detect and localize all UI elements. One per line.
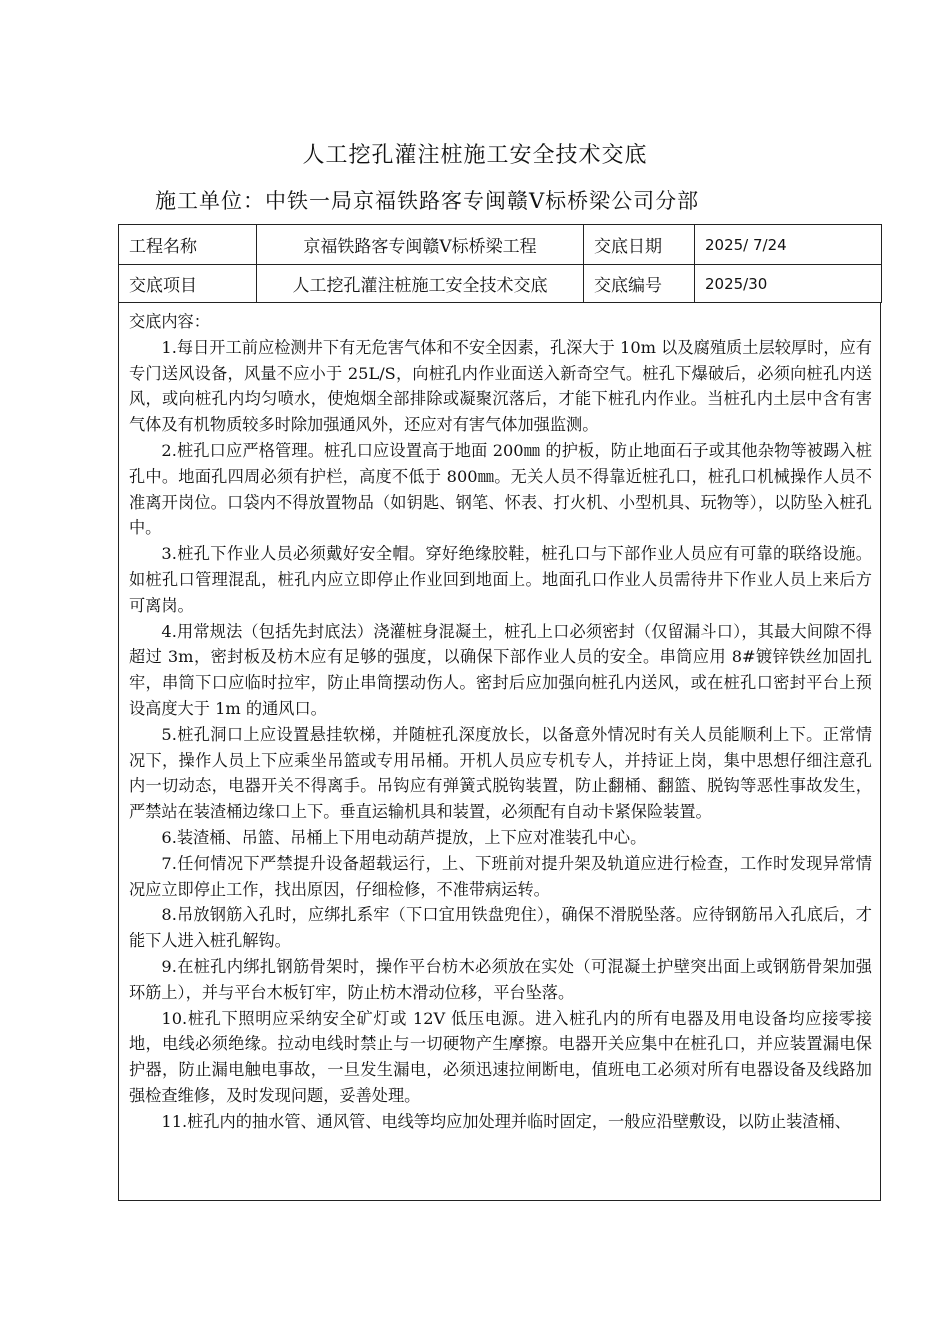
- date-label: 交底日期: [584, 225, 695, 265]
- info-table: [118, 224, 882, 303]
- project-name-label: 工程名称: [119, 225, 257, 265]
- content-paragraph: 5.桩孔洞口上应设置悬挂软梯，并随桩孔深度放长，以备意外情况时有关人员能顺利上下。正常情况下，操作人员上下应乘坐吊篮或专用吊桶。开机人员应专机专人，并持证上岗，集中思想仔细注意孔内一切动态，电器开关不得离手。吊钩应有弹簧式脱钩装置，防止翻桶、翻篮、脱钩等恶性事故发生，严禁站在装渣桶边缘口上下。垂直运输机具和装置，必须配有自动卡紧保险装置。: [129, 724, 872, 822]
- item-value: 人工挖孔灌注桩施工安全技术交底: [257, 265, 584, 303]
- content-paragraph: 9.在桩孔内绑扎钢筋骨架时，操作平台枋木必须放在实处（可混凝土护壁突出面上或钢筋骨架加强环筋上），并与平台木板钉牢，防止枋木滑动位移，平台坠落。: [129, 956, 872, 1002]
- content-paragraph: 6.装渣桶、吊篮、吊桶上下用电动葫芦提放，上下应对准装孔中心。: [161, 827, 647, 847]
- content-paragraph: 4.用常规法（包括先封底法）浇灌桩身混凝土，桩孔上口必须密封（仅留漏斗口），其最大间隙不得超过 3m，密封板及枋木应有足够的强度，以确保下部作业人员的安全。串筒应用 8#镀锌铁丝加固扎牢，串筒下口应临时拉牢，防止串筒摆动伤人。密封后应加强向桩孔内送风，或在桩孔口密封平台上预设高度大于 1m 的通风口。: [129, 621, 872, 718]
- content-paragraph: 3.桩孔下作业人员必须戴好安全帽。穿好绝缘胶鞋，桩孔口与下部作业人员应有可靠的联络设施。如桩孔口管理混乱，桩孔内应立即停止作业回到地面上。地面孔口作业人员需待井下作业人员上来后方可离岗。: [129, 544, 872, 615]
- content-paragraph: 2.桩孔口应严格管理。桩孔口应设置高于地面 200㎜ 的护板，防止地面石子或其他杂物等被踢入桩孔中。地面孔四周必须有护栏，高度不低于 800㎜。无关人员不得靠近桩孔口，桩孔口机械操作人员不准离开岗位。口袋内不得放置物品（如钥匙、钢笔、怀表、打火机、小型机具、玩物等），以防坠入桩孔中。: [129, 440, 872, 538]
- content-label: 交底内容：: [129, 312, 210, 331]
- construction-unit-line: 施工单位：中铁一局京福铁路客专闽赣Ⅴ标桥梁公司分部: [155, 189, 700, 213]
- document-title: 人工挖孔灌注桩施工安全技术交底: [302, 143, 648, 168]
- content-paragraph: 11.桩孔内的抽水管、通风管、电线等均应加处理并临时固定，一般应沿壁敷设，以防止装渣桶、: [161, 1111, 851, 1131]
- number-label: 交底编号: [584, 265, 695, 303]
- item-label: 交底项目: [119, 265, 257, 303]
- content-box: [118, 303, 881, 1201]
- content-paragraph: 10.桩孔下照明应采纳安全矿灯或 12V 低压电源。进入桩孔内的所有电器及用电设备均应接零接地，电线必须绝缘。拉动电线时禁止与一切硬物产生摩擦。电器开关应集中在桩孔口，并应装置漏电保护器，防止漏电触电事故，一旦发生漏电，必须迅速拉闸断电，值班电工必须对所有电器设备及线路加强检查维修，及时发现问题，妥善处理。: [129, 1008, 872, 1105]
- content-paragraph: 8.吊放钢筋入孔时，应绑扎系牢（下口宜用铁盘兜住），确保不滑脱坠落。应待钢筋吊入孔底后，才能下人进入桩孔解钩。: [129, 905, 872, 951]
- date-value: 2025/ 7/24: [695, 225, 882, 265]
- project-name-value: 京福铁路客专闽赣Ⅴ标桥梁工程: [257, 225, 584, 265]
- content-paragraph: 7.任何情况下严禁提升设备超载运行，上、下班前对提升架及轨道应进行检查，工作时发现异常情况应立即停止工作，找出原因，仔细检修，不准带病运转。: [129, 853, 872, 899]
- content-paragraph: 1.每日开工前应检测井下有无危害气体和不安全因素，孔深大于 10m 以及腐殖质土层较厚时，应有专门送风设备，风量不应小于 25L/S，向桩孔内作业面送入新奇空气。桩孔下爆破后，必须向桩孔内送风，或向桩孔内均匀喷水，使炮烟全部排除或凝聚沉落后，才能下桩孔内作业。当桩孔内土层中含有害气体及有机物质较多时除加强通风外，还应对有害气体加强监测。: [129, 337, 872, 435]
- table-row: [119, 225, 882, 265]
- table-row: [119, 265, 882, 303]
- number-value: 2025/30: [695, 265, 882, 303]
